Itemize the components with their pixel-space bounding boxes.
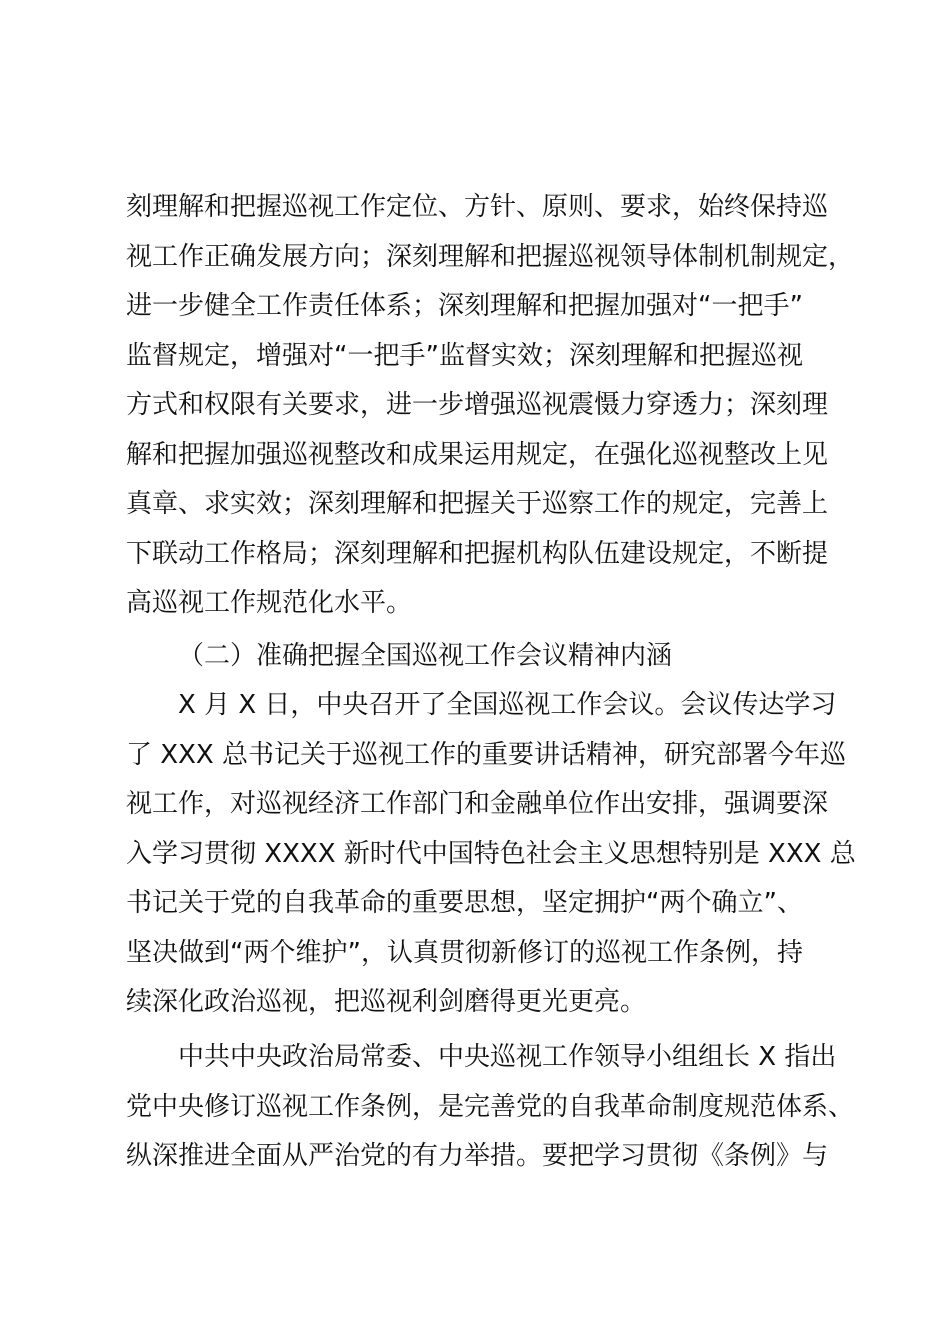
text-line: 高巡视工作规范化水平。 [126,588,413,618]
text-line: 进一步健全工作责任体系；深刻理解和把握加强对“一把手” [126,291,803,321]
section-heading [126,632,846,682]
paragraph-meeting [126,681,856,1028]
text-line: 续深化政治巡视，把巡视利剑磨得更光更亮。 [126,987,647,1017]
text-line: 视工作正确发展方向；深刻理解和把握巡视领导体制机制规定， [126,241,855,272]
section-heading-text: （二）准确把握全国巡视工作会议精神内涵 [178,641,673,671]
text-line: 方式和权限有关要求，进一步增强巡视震慑力穿透力；深刻理 [126,390,829,420]
text-line: 真章、求实效；深刻理解和把握关于巡察工作的规定，完善上 [126,489,829,519]
text-line: 入学习贯彻 XXXX 新时代中国特色社会主义思想特别是 XXX 总 [126,838,856,869]
text-line: 解和把握加强巡视整改和成果运用规定，在强化巡视整改上见 [126,439,829,470]
text-line: 书记关于党的自我革命的重要思想，坚定拥护“两个确立”、 [126,888,803,918]
paragraph-leader-remarks [126,1033,855,1182]
text-line: X 月 X 日，中央召开了全国巡视工作会议。会议传达学习 [178,690,837,720]
text-line: 坚决做到“两个维护”，认真贯彻新修订的巡视工作条例，持 [126,937,803,968]
text-line: 监督规定，增强对“一把手”监督实效；深刻理解和把握巡视 [126,340,803,371]
paragraph-continuation [126,183,855,629]
text-line: 刻理解和把握巡视工作定位、方针、原则、要求，始终保持巡 [126,192,829,222]
text-line: 了 XXX 总书记关于巡视工作的重要讲话精神，研究部署今年巡 [126,739,846,770]
text-line: 视工作，对巡视经济工作部门和金融单位作出安排，强调要深 [126,789,829,819]
text-line: 下联动工作格局；深刻理解和把握机构队伍建设规定，不断提 [126,538,829,569]
text-line: 纵深推进全面从严治党的有力举措。要把学习贯彻《条例》与 [126,1141,829,1171]
text-line: 党中央修订巡视工作条例，是完善党的自我革命制度规范体系、 [126,1091,855,1122]
text-line: 中共中央政治局常委、中央巡视工作领导小组组长 X 指出 [178,1042,837,1072]
